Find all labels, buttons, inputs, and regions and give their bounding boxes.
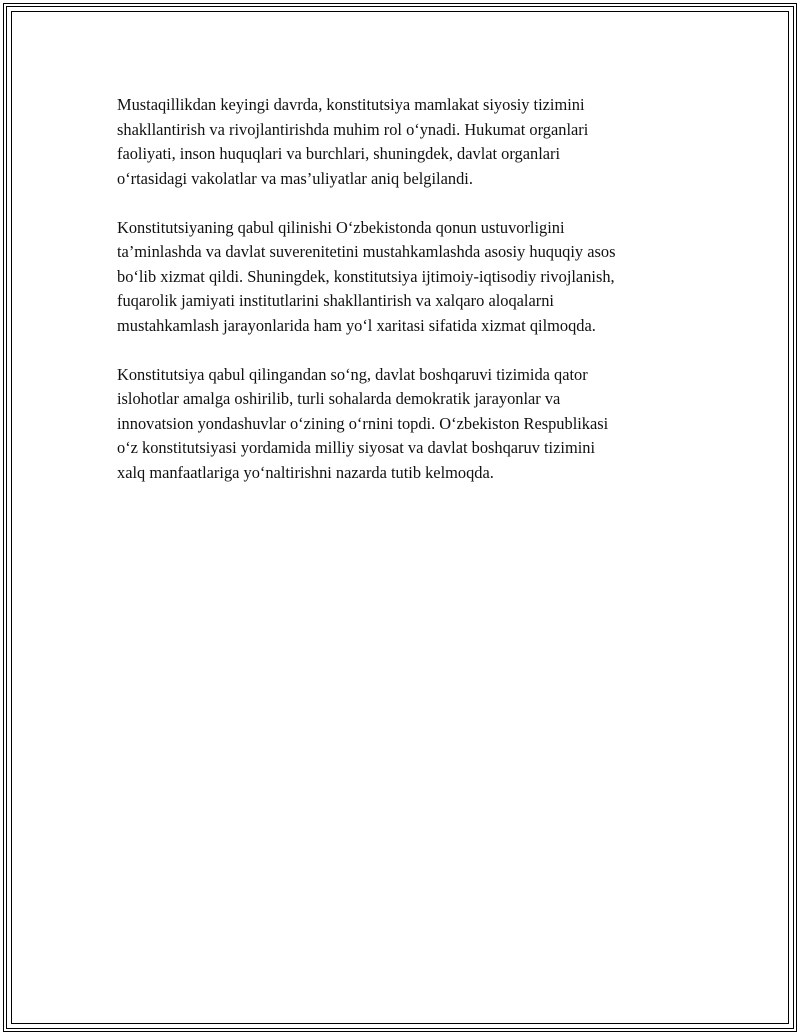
text-line: o‘z konstitutsiyasi yordamida milliy siyosat va davlat boshqaruv tizimini (117, 438, 595, 457)
text-line: faoliyati, inson huquqlari va burchlari, shuningdek, davlat organlari (117, 144, 561, 163)
text-line: fuqarolik jamiyati institutlarini shakllantirish va xalqaro aloqalarni (117, 291, 554, 310)
text-line: xalq manfaatlariga yo‘naltirishni nazarda tutib kelmoqda. (117, 462, 494, 482)
document-body (117, 93, 697, 510)
text-line: mustahkamlash jarayonlarida ham yo‘l xaritasi sifatida xizmat qilmoqda. (117, 315, 596, 335)
text-line: Mustaqillikdan keyingi davrda, konstitutsiya mamlakat siyosiy tizimini (117, 95, 585, 114)
text-line: Konstitutsiyaning qabul qilinishi O‘zbekistonda qonun ustuvorligini (117, 217, 565, 237)
text-line: Konstitutsiya qabul qilingandan so‘ng, davlat boshqaruvi tizimida qator (117, 364, 588, 384)
text-line: innovatsion yondashuvlar o‘zining o‘rnini topdi. O‘zbekiston Respublikasi (117, 413, 609, 433)
text-line: o‘rtasidagi vakolatlar va mas’uliyatlar aniq belgilandi. (117, 168, 473, 188)
text-line: ta’minlashda va davlat suverenitetini mustahkamlashda asosiy huquqiy asos (117, 242, 616, 261)
text-line: shakllantirish va rivojlantirishda muhim rol o‘ynadi. Hukumat organlari (117, 119, 589, 139)
text-line: islohotlar amalga oshirilib, turli sohalarda demokratik jarayonlar va (117, 389, 561, 408)
paragraph-1 (117, 93, 697, 191)
text-line: bo‘lib xizmat qildi. Shuningdek, konstitutsiya ijtimoiy-iqtisodiy rivojlanish, (117, 266, 615, 286)
paragraph-3 (117, 363, 697, 486)
paragraph-2 (117, 216, 697, 339)
